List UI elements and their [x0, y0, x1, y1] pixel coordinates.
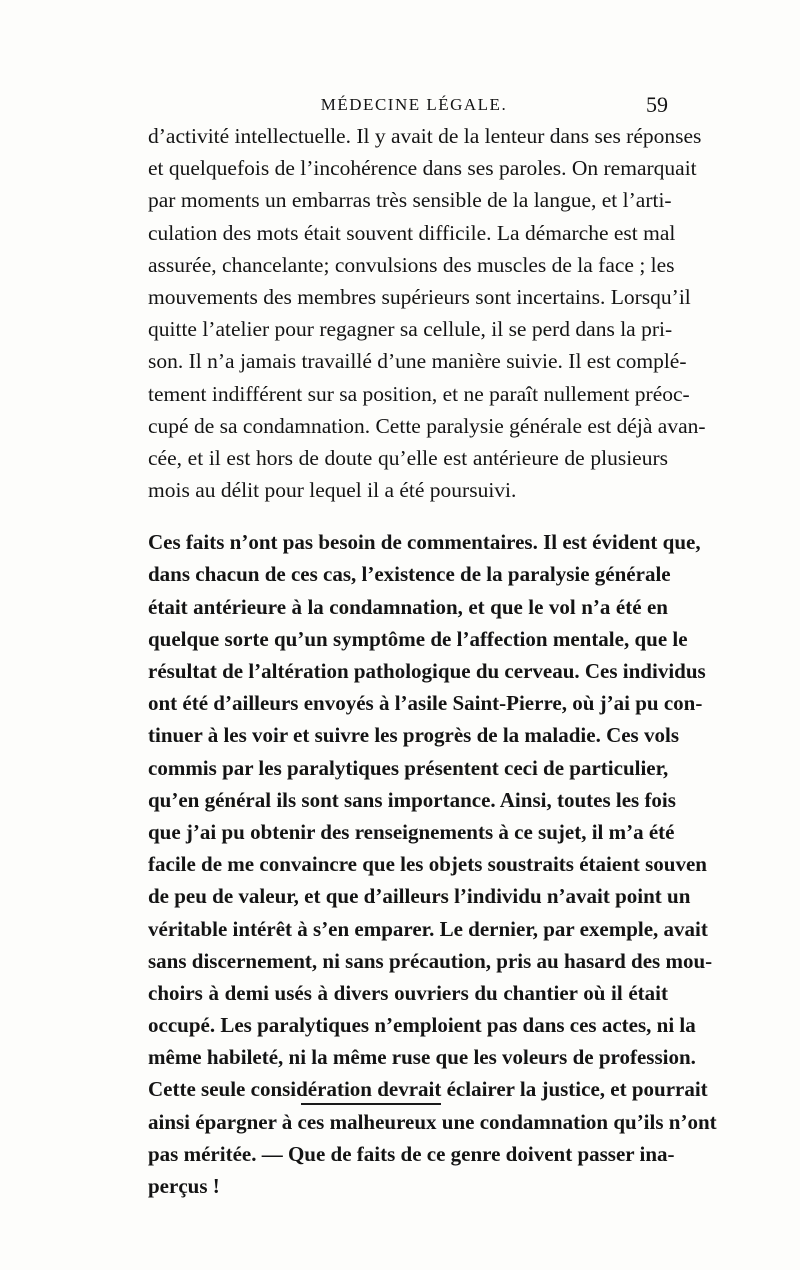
text-line: tinuer à les voir et suivre les progrès de la maladie. Ces vols: [148, 723, 679, 748]
text-line: et quelquefois de l’incohérence dans ses paroles. On remarquait: [148, 156, 697, 181]
text-line: qu’en général ils sont sans importance. Ainsi, toutes les fois: [148, 787, 676, 812]
text-line: son. Il n’a jamais travaillé d’une manière suivie. Il est complé-: [148, 349, 687, 374]
text-line: quelque sorte qu’un symptôme de l’affection mentale, que le: [148, 626, 688, 651]
text-line: ont été d’ailleurs envoyés à l’asile Saint-Pierre, où j’ai pu con-: [148, 691, 703, 716]
text-line: commis par les paralytiques présentent ceci de particulier,: [148, 755, 669, 780]
text-line: Ces faits n’ont pas besoin de commentaires. Il est évident que,: [148, 530, 701, 555]
text-line: par moments un embarras très sensible de la langue, et l’arti-: [148, 188, 672, 213]
text-line: d’activité intellectuelle. Il y avait de la lenteur dans ses réponses: [148, 124, 702, 148]
text-line: pas méritée. — Que de faits de ce genre doivent passer ina-: [148, 1141, 675, 1166]
section-end-rule: [301, 1103, 441, 1105]
text-line: Cette seule considération devrait éclairer la justice, et pourrait: [148, 1077, 708, 1102]
text-line: mouvements des membres supérieurs sont incertains. Lorsqu’il: [148, 284, 691, 309]
text-line: même habileté, ni la même ruse que les voleurs de profession.: [148, 1045, 696, 1070]
text-line: dans chacun de ces cas, l’existence de la paralysie générale: [148, 562, 671, 587]
text-line: occupé. Les paralytiques n’emploient pas dans ces actes, ni la: [148, 1013, 696, 1038]
running-title: MÉDECINE LÉGALE.: [320, 95, 508, 114]
text-line: cupé de sa condamnation. Cette paralysie générale est déjà avan-: [148, 413, 706, 438]
running-head: [148, 90, 680, 120]
text-line: perçus !: [148, 1174, 220, 1198]
paragraph-case-description: [148, 120, 706, 506]
text-line: ainsi épargner à ces malheureux une condamnation qu’ils n’ont: [148, 1109, 717, 1134]
text-line: cée, et il est hors de doute qu’elle est antérieure de plusieurs: [148, 445, 668, 470]
text-line: était antérieure à la condamnation, et que le vol n’a été en: [148, 594, 668, 619]
text-line: de peu de valeur, et que d’ailleurs l’individu n’avait point un: [148, 884, 691, 909]
text-line: culation des mots était souvent difficile. La démarche est mal: [148, 220, 676, 245]
page-number: 59: [646, 92, 668, 117]
text-line: véritable intérêt à s’en emparer. Le dernier, par exemple, avait: [148, 916, 708, 941]
body-text: [148, 120, 717, 1202]
text-line: que j’ai pu obtenir des renseignements à ce sujet, il m’a été: [148, 819, 675, 844]
text-line: assurée, chancelante; convulsions des muscles de la face ; les: [148, 252, 675, 277]
text-line: sans discernement, ni sans précaution, pris au hasard des mou-: [148, 948, 713, 973]
text-line: résultat de l’altération pathologique du cerveau. Ces individus: [148, 659, 706, 683]
text-line: choirs à demi usés à divers ouvriers du chantier où il était: [148, 980, 668, 1005]
text-line: facile de me convaincre que les objets soustraits étaient souven: [148, 852, 707, 877]
text-line: quitte l’atelier pour regagner sa cellule, il se perd dans la pri-: [148, 317, 673, 342]
text-line: tement indifférent sur sa position, et ne paraît nullement préoc-: [148, 381, 690, 406]
paragraph-commentary: [148, 526, 717, 1202]
text-line: mois au délit pour lequel il a été poursuivi.: [148, 478, 517, 503]
